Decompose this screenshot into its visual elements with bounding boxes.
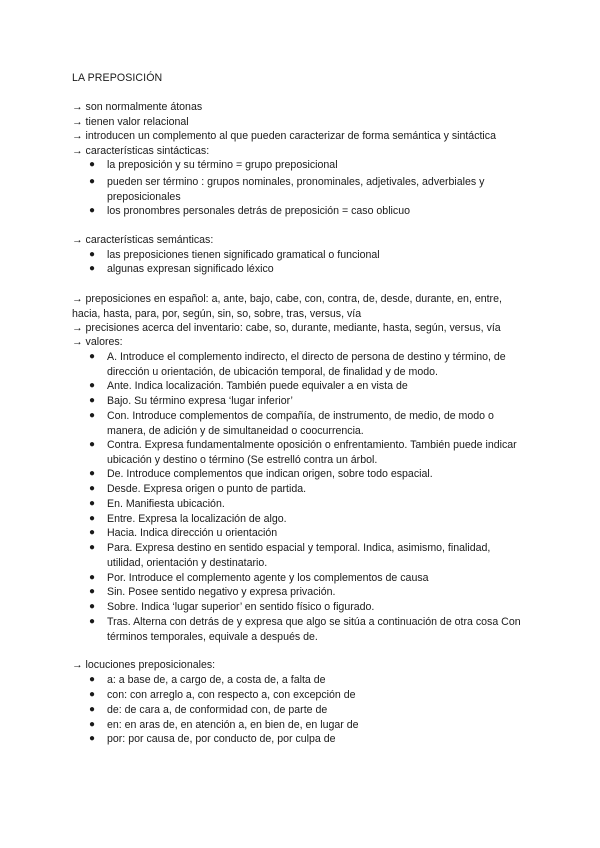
valor-item: De. Introduce complementos que indican origen, sobre todo espacial. — [107, 468, 433, 480]
valor-item: Sin. Posee sentido negativo y expresa privación. — [107, 586, 336, 598]
bullet-icon: ● — [89, 249, 96, 260]
semanticas-item: algunas expresan significado léxico — [107, 263, 274, 275]
sintacticas-item: pueden ser término : grupos nominales, pronominales, adjetivales, adverbiales y preposicionales — [107, 176, 485, 203]
valor-item: A. Introduce el complemento indirecto, el directo de persona de destino y término, de dirección u orientación, de ubicación temporal, de finalidad y de modo. — [107, 351, 506, 378]
bullet-icon: ● — [89, 733, 96, 744]
intro-line: → tienen valor relacional — [72, 116, 189, 128]
bullet-icon: ● — [89, 704, 96, 715]
bullet-icon: ● — [89, 572, 96, 583]
valor-item: Con. Introduce complementos de compañía, de instrumento, de medio, de modo o manera, de adición y de simultaneidad o coocurrencia. — [107, 410, 494, 437]
bullet-icon: ● — [89, 719, 96, 730]
valores-heading: → valores: — [72, 336, 123, 348]
sintacticas-item: los pronombres personales detrás de preposición = caso oblicuo — [107, 205, 410, 217]
valor-item: Tras. Alterna con detrás de y expresa que algo se sitúa a continuación de otra cosa Con términos temporales, equivale a después de. — [107, 616, 521, 643]
bullet-icon: ● — [89, 159, 96, 170]
intro-line: → características sintácticas: — [72, 145, 210, 157]
valor-item: Por. Introduce el complemento agente y los complementos de causa — [107, 572, 429, 584]
bullet-icon: ● — [89, 263, 96, 274]
valor-item: Entre. Expresa la localización de algo. — [107, 513, 287, 525]
bullet-icon: ● — [89, 674, 96, 685]
locucion-item: por: por causa de, por conducto de, por culpa de — [107, 733, 336, 745]
bullet-icon: ● — [89, 513, 96, 524]
locucion-item: en: en aras de, en atención a, en bien de, en lugar de — [107, 719, 359, 731]
bullet-icon: ● — [89, 616, 96, 627]
locucion-item: con: con arreglo a, con respecto a, con excepción de — [107, 689, 356, 701]
page-title: LA PREPOSICIÓN — [72, 72, 163, 84]
valor-item: En. Manifiesta ubicación. — [107, 498, 225, 510]
bullet-icon: ● — [89, 380, 96, 391]
locuciones-heading: → locuciones preposicionales: — [72, 659, 216, 671]
locucion-item: a: a base de, a cargo de, a costa de, a falta de — [107, 674, 326, 686]
locucion-item: de: de cara a, de conformidad con, de parte de — [107, 704, 328, 716]
bullet-icon: ● — [89, 586, 96, 597]
bullet-icon: ● — [89, 601, 96, 612]
bullet-icon: ● — [89, 468, 96, 479]
valor-item: Para. Expresa destino en sentido espacial y temporal. Indica, asimismo, finalidad, utilidad, orientación y destinatario. — [107, 542, 491, 569]
bullet-icon: ● — [89, 410, 96, 421]
valor-item: Desde. Expresa origen o punto de partida. — [107, 483, 307, 495]
semanticas-item: las preposiciones tienen significado gramatical o funcional — [107, 249, 380, 261]
bullet-icon: ● — [89, 527, 96, 538]
valor-item: Hacia. Indica dirección u orientación — [107, 527, 278, 539]
bullet-icon: ● — [89, 395, 96, 406]
sintacticas-item: la preposición y su término = grupo preposicional — [107, 159, 338, 171]
valor-item: Ante. Indica localización. También puede equivaler a en vista de — [107, 380, 408, 392]
bullet-icon: ● — [89, 351, 96, 362]
bullet-icon: ● — [89, 439, 96, 450]
bullet-icon: ● — [89, 176, 96, 187]
intro-line: → introducen un complemento al que pueden caracterizar de forma semántica y sintáctica — [72, 130, 496, 142]
bullet-icon: ● — [89, 205, 96, 216]
bullet-icon: ● — [89, 689, 96, 700]
bullet-icon: ● — [89, 542, 96, 553]
valor-item: Contra. Expresa fundamentalmente oposición o enfrentamiento. También puede indicar ubicación y destino o término (Se estrelló contra un árbol. — [107, 439, 517, 466]
intro-line: → son normalmente átonas — [72, 101, 203, 113]
bullet-icon: ● — [89, 498, 96, 509]
valor-item: Sobre. Indica ‘lugar superior’ en sentido físico o figurado. — [107, 601, 375, 613]
bullet-icon: ● — [89, 483, 96, 494]
precisiones-line: → precisiones acerca del inventario: cabe, so, durante, mediante, hasta, según, versus, vía — [72, 322, 501, 334]
semanticas-heading: → características semánticas: — [72, 234, 214, 246]
valor-item: Bajo. Su término expresa ‘lugar inferior’ — [107, 395, 293, 407]
preposiciones-line: → preposiciones en español: a, ante, bajo, cabe, con, contra, de, desde, durante, en, entre, hacia, hasta, para, por, según, sin, so, sobre, tras, versus, vía — [72, 293, 502, 320]
